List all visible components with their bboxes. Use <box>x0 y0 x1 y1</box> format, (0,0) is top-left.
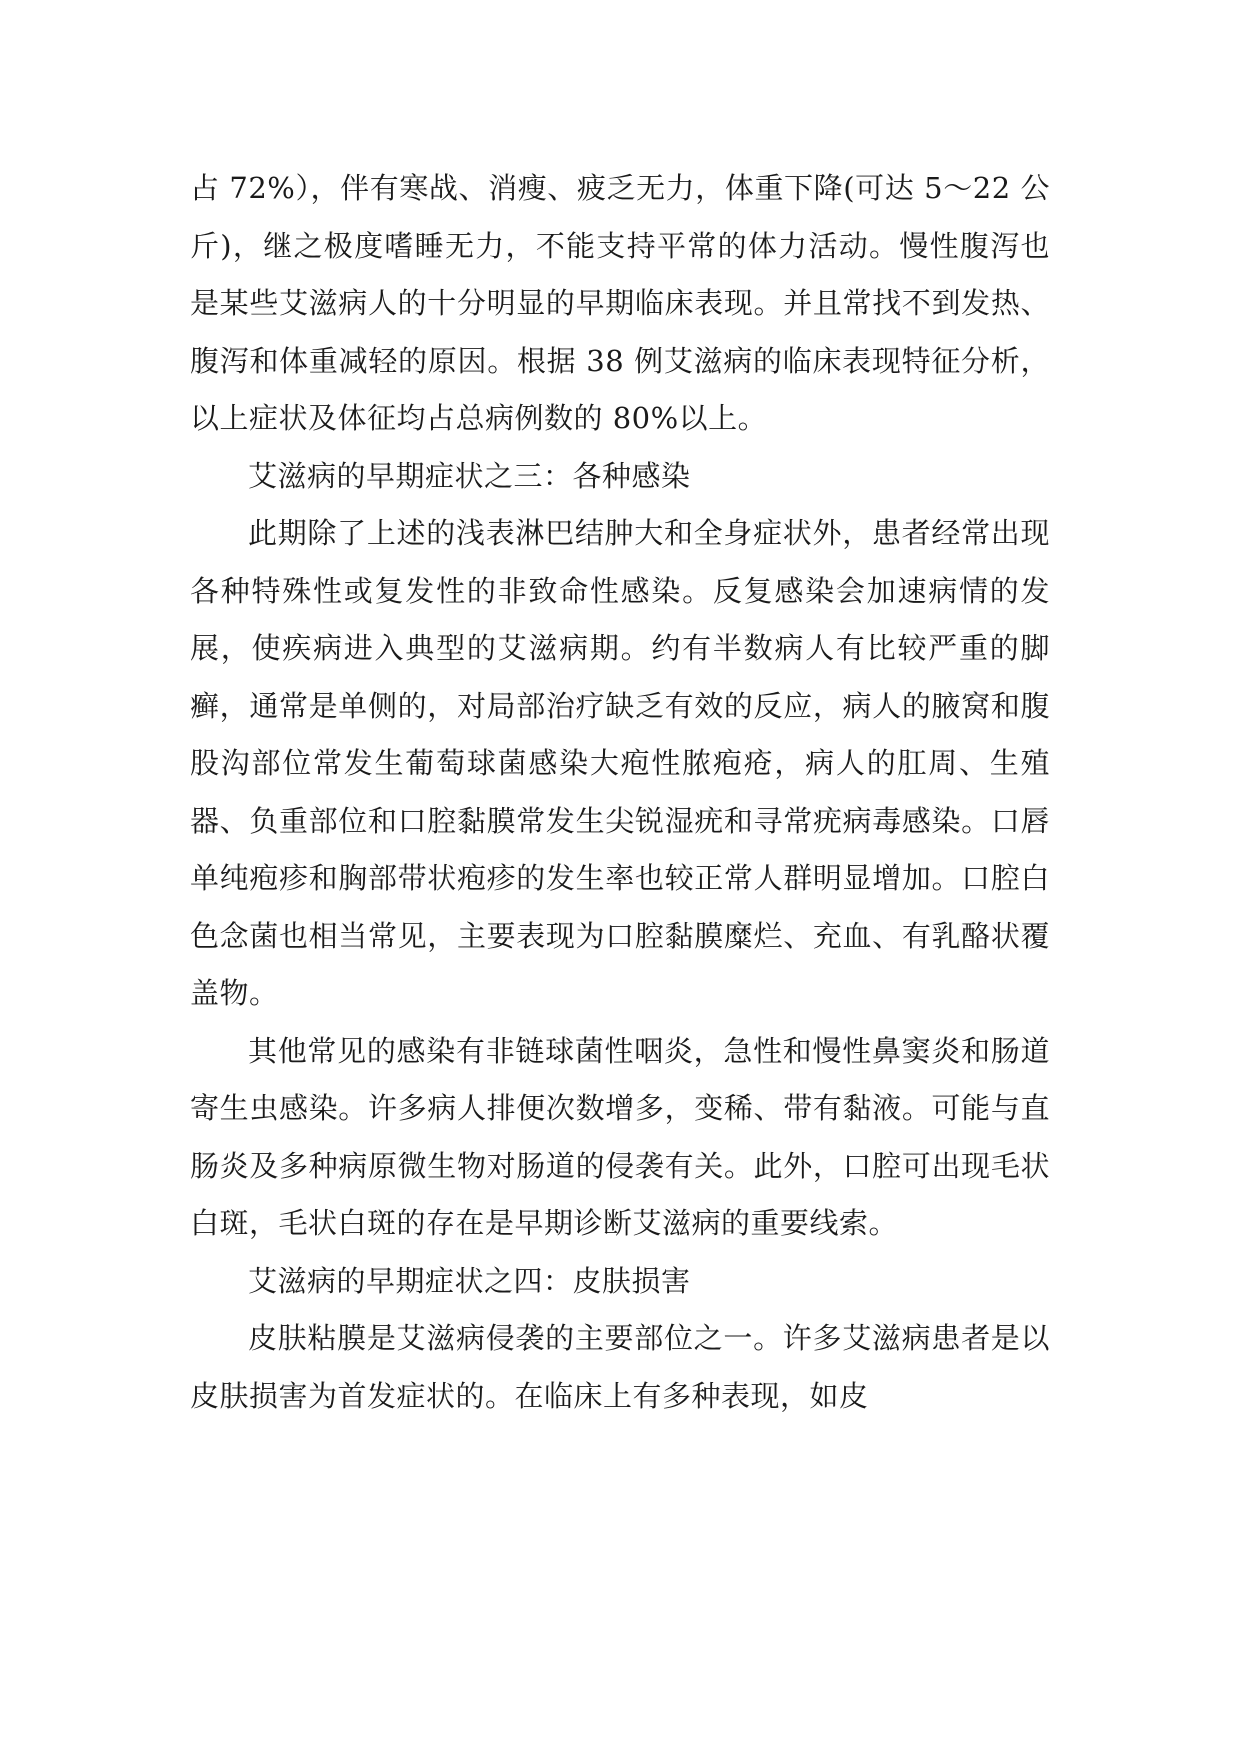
paragraph-fever-weight-loss: 占 72%），伴有寒战、消瘦、疲乏无力，体重下降(可达 5～22 公斤)，继之极度嗜睡无力，不能支持平常的体力活动。慢性腹泻也是某些艾滋病人的十分明显的早期临床表现。并且常找不到发热、腹泻和体重减轻的原因。根据 38 例艾滋病的临床表现特征分析，以上症状及体征均占总病例数的 80%以上。 <box>190 171 1050 435</box>
paragraph-other-infections: 其他常见的感染有非链球菌性咽炎，急性和慢性鼻窦炎和肠道寄生虫感染。许多病人排便次数增多，变稀、带有黏液。可能与直肠炎及多种病原微生物对肠道的侵袭有关。此外，口腔可出现毛状白斑，毛状白斑的存在是早期诊断艾滋病的重要线索。 <box>190 1033 1050 1240</box>
heading-early-symptom-4: 艾滋病的早期症状之四：皮肤损害 <box>248 1263 691 1298</box>
paragraph-skin-damage: 皮肤粘膜是艾滋病侵袭的主要部位之一。许多艾滋病患者是以皮肤损害为首发症状的。在临床上有多种表现，如皮 <box>190 1321 1050 1413</box>
document-body <box>190 160 1050 1425</box>
paragraph-infections: 此期除了上述的浅表淋巴结肿大和全身症状外，患者经常出现各种特殊性或复发性的非致命性感染。反复感染会加速病情的发展，使疾病进入典型的艾滋病期。约有半数病人有比较严重的脚癣，通常是单侧的，对局部治疗缺乏有效的反应，病人的腋窝和腹股沟部位常发生葡萄球菌感染大疱性脓疱疮，病人的肛周、生殖器、负重部位和口腔黏膜常发生尖锐湿疣和寻常疣病毒感染。口唇单纯疱疹和胸部带状疱疹的发生率也较正常人群明显增加。口腔白色念菌也相当常见，主要表现为口腔黏膜糜烂、充血、有乳酪状覆盖物。 <box>190 516 1050 1010</box>
heading-early-symptom-3: 艾滋病的早期症状之三：各种感染 <box>248 458 691 493</box>
